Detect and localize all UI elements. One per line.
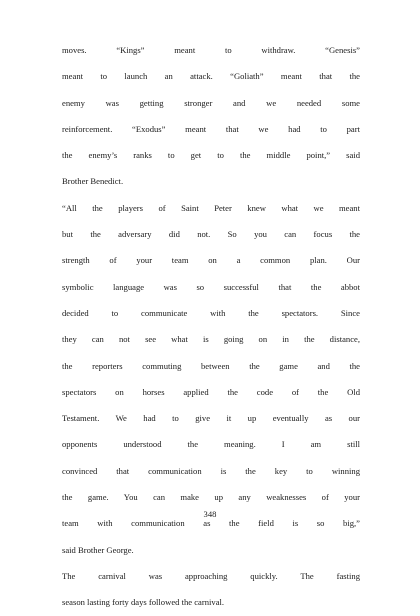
text-line: the enemy’s ranks to get to the middle point,” said	[62, 150, 360, 161]
paragraph	[62, 37, 360, 195]
text-line: moves. “Kings” meant to withdraw. “Genesis”	[62, 45, 360, 55]
text-line: they can not see what is going on in the distance,	[62, 334, 360, 345]
text-line: meant to launch an attack. “Goliath” meant that the	[62, 71, 360, 82]
text-line: Testament. We had to give it up eventually as our	[62, 413, 360, 424]
text-line: symbolic language was so successful that the abbot	[62, 281, 360, 292]
text-line: but the adversary did not. So you can focus the	[62, 229, 360, 240]
text-line: season lasting forty days followed the carnival.	[62, 597, 225, 608]
text-line: The carnival was approaching quickly. The fasting	[62, 570, 360, 581]
text-line: spectators on horses applied the code of the Old	[62, 386, 360, 397]
text-line: said Brother George.	[62, 544, 134, 555]
text-line: “All the players of Saint Peter knew what we meant	[62, 202, 360, 213]
text-line: decided to communicate with the spectators. Since	[62, 307, 360, 318]
text-line: convinced that communication is the key to winning	[62, 465, 360, 476]
text-line: Brother Benedict.	[62, 176, 124, 187]
text-line: enemy was getting stronger and we needed some	[62, 97, 360, 108]
text-line: opponents understood the meaning. I am still	[62, 439, 360, 450]
body-text	[62, 37, 360, 616]
text-line: strength of your team on a common plan. Our	[62, 255, 360, 266]
text-line: the reporters commuting between the game and the	[62, 360, 360, 371]
paragraph	[62, 563, 360, 616]
text-line: reinforcement. “Exodus” meant that we had to part	[62, 123, 360, 134]
text-line: team with communication as the field is so big,”	[62, 518, 360, 529]
page-number: 348	[203, 509, 217, 519]
text-line: the game. You can make up any weaknesses of your	[62, 492, 360, 503]
